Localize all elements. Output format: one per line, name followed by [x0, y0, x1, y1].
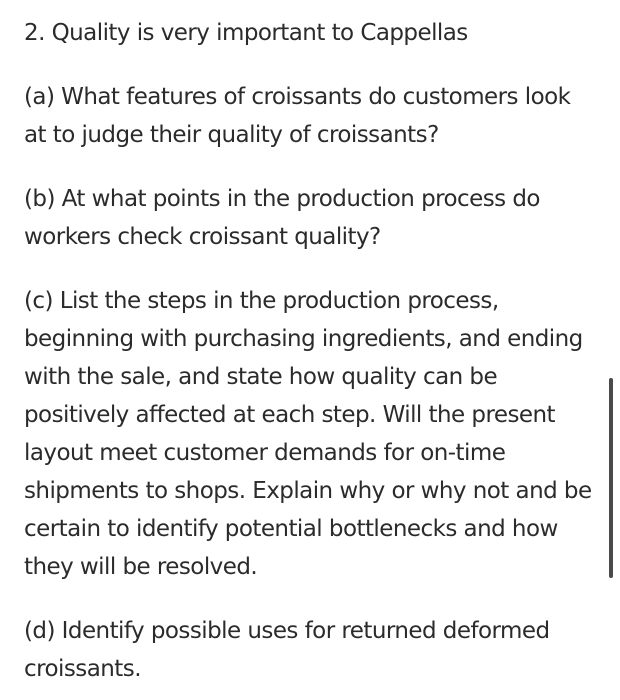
question-d: (d) Identify possible uses for returned deformed croissants. [24, 618, 550, 682]
document-body [24, 14, 599, 688]
vertical-scrollbar[interactable] [609, 378, 613, 578]
question-title: 2. Quality is very important to Cappellas [24, 20, 468, 46]
question-c: (c) List the steps in the production process, beginning with purchasing ingredients, and ending with the sale, and state how quality can be positively affected at each step. Will the present layout meet customer demands for on-time shipments to shops. Explain why or why not and be certain to identify potential bottlenecks and how they will be resolved. [24, 288, 592, 580]
question-a: (a) What features of croissants do customers look at to judge their quality of croissants? [24, 84, 571, 148]
question-b: (b) At what points in the production process do workers check croissant quality? [24, 186, 540, 250]
